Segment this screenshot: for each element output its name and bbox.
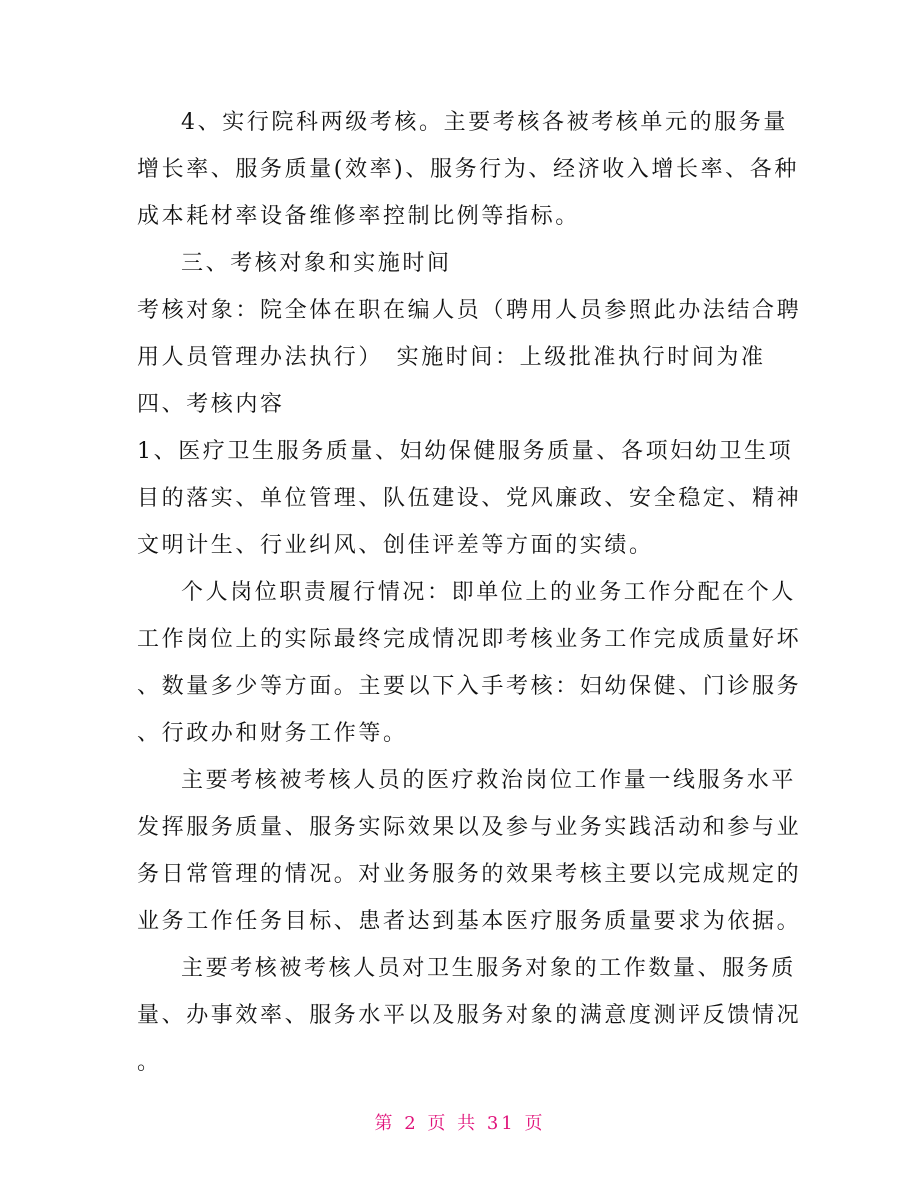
section-heading: 三、考核对象和实施时间 [181, 251, 452, 276]
paragraph-line: 。 [137, 1050, 162, 1075]
paragraph-line: 成本耗材率设备维修率控制比例等指标。 [137, 204, 580, 229]
paragraph-line: 4、实行院科两级考核。主要考核各被考核单元的服务量 [181, 110, 788, 135]
paragraph-line: 务日常管理的情况。对业务服务的效果考核主要以完成规定的 [137, 862, 802, 887]
paragraph-line: 用人员管理办法执行） 实施时间：上级批准执行时间为准 [137, 345, 766, 370]
paragraph-line: 、行政办和财务工作等。 [137, 721, 408, 746]
paragraph-line: 1、医疗卫生服务质量、妇幼保健服务质量、各项妇幼卫生项 [137, 439, 794, 464]
paragraph-line: 文明计生、行业纠风、创佳评差等方面的实绩。 [137, 533, 654, 558]
paragraph-line: 目的落实、单位管理、队伍建设、党风廉政、安全稳定、精神 [137, 486, 802, 511]
paragraph-line: 增长率、服务质量(效率)、服务行为、经济收入增长率、各种 [137, 157, 799, 182]
paragraph-line: 考核对象：院全体在职在编人员（聘用人员参照此办法结合聘 [137, 298, 802, 323]
paragraph-line: 主要考核被考核人员的医疗救治岗位工作量一线服务水平 [181, 768, 797, 793]
section-heading: 四、考核内容 [137, 392, 285, 417]
paragraph-line: 个人岗位职责履行情况：即单位上的业务工作分配在个人 [181, 580, 797, 605]
paragraph-line: 工作岗位上的实际最终完成情况即考核业务工作完成质量好坏 [137, 627, 802, 652]
paragraph-line: 业务工作任务目标、患者达到基本医疗服务质量要求为依据。 [137, 909, 802, 934]
paragraph-line: 、数量多少等方面。主要以下入手考核：妇幼保健、门诊服务 [137, 674, 802, 699]
paragraph-line: 发挥服务质量、服务实际效果以及参与业务实践活动和参与业 [137, 815, 802, 840]
paragraph-line: 量、办事效率、服务水平以及服务对象的满意度测评反馈情况 [137, 1003, 802, 1028]
page-number-footer: 第 2 页 共 31 页 [374, 1113, 546, 1134]
paragraph-line: 主要考核被考核人员对卫生服务对象的工作数量、服务质 [181, 956, 797, 981]
